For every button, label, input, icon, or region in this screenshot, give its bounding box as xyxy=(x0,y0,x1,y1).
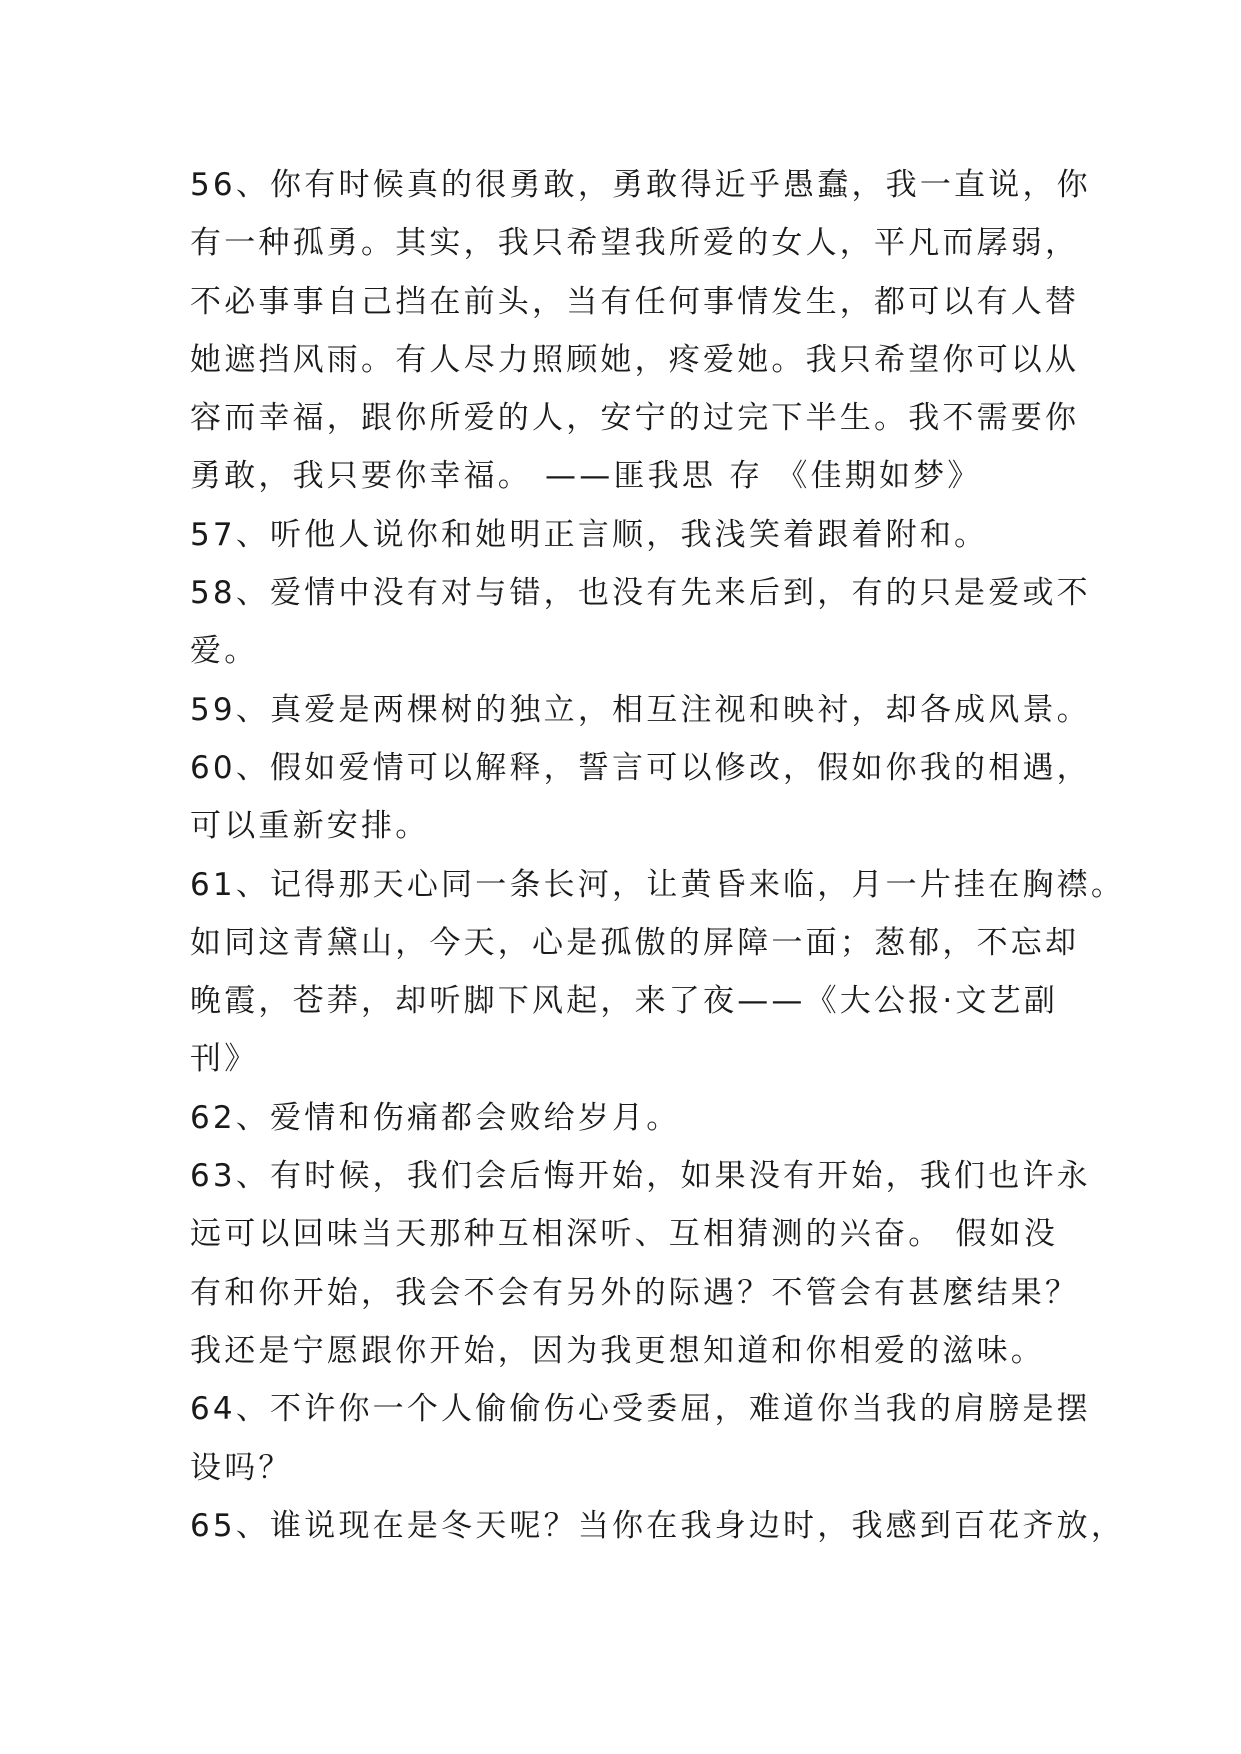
text-line: 58、爱情中没有对与错，也没有先来后到，有的只是爱或不 xyxy=(190,575,1091,612)
text-line: 62、爱情和伤痛都会败给岁月。 xyxy=(190,1099,681,1136)
text-line: 有和你开始，我会不会有另外的际遇？不管会有甚麼结果？ xyxy=(190,1274,1080,1311)
text-line: 容而幸福，跟你所爱的人，安宁的过完下半生。我不需要你 xyxy=(190,400,1080,437)
text-line: 60、假如爱情可以解释，誓言可以修改，假如你我的相遇， xyxy=(190,749,1091,786)
text-line: 可以重新安排。 xyxy=(190,808,430,845)
text-line: 65、谁说现在是冬天呢？当你在我身边时，我感到百花齐放， xyxy=(190,1507,1126,1544)
text-line: 远可以回味当天那种互相深听、互相猜测的兴奋。 假如没 xyxy=(190,1216,1059,1253)
text-line: 如同这青黛山，今天，心是孤傲的屏障一面；葱郁，不忘却 xyxy=(190,924,1080,961)
text-body xyxy=(190,156,1126,1555)
text-line: 刊》 xyxy=(190,1041,259,1078)
text-line: 勇敢，我只要你幸福。 ——匪我思 存 《佳期如梦》 xyxy=(190,458,982,495)
text-line: 59、真爱是两棵树的独立，相互注视和映衬，却各成风景。 xyxy=(190,691,1091,728)
text-line: 57、听他人说你和她明正言顺，我浅笑着跟着附和。 xyxy=(190,516,989,553)
text-line: 爱。 xyxy=(190,633,259,670)
text-line: 61、记得那天心同一条长河，让黄昏来临，月一片挂在胸襟。 xyxy=(190,866,1126,903)
text-line: 不必事事自己挡在前头，当有任何事情发生，都可以有人替 xyxy=(190,283,1080,320)
text-line: 设吗？ xyxy=(190,1449,293,1486)
text-line: 她遮挡风雨。有人尽力照顾她，疼爱她。我只希望你可以从 xyxy=(190,341,1080,378)
text-line: 64、不许你一个人偷偷伤心受委屈，难道你当我的肩膀是摆 xyxy=(190,1391,1091,1428)
text-line: 晚霞，苍莽，却听脚下风起，来了夜——《大公报·文艺副 xyxy=(190,983,1059,1020)
text-line: 我还是宁愿跟你开始，因为我更想知道和你相爱的滋味。 xyxy=(190,1332,1045,1369)
text-line: 有一种孤勇。其实，我只希望我所爱的女人，平凡而孱弱， xyxy=(190,225,1080,262)
text-line: 56、你有时候真的很勇敢，勇敢得近乎愚蠢，我一直说，你 xyxy=(190,167,1091,203)
text-line: 63、有时候，我们会后悔开始，如果没有开始，我们也许永 xyxy=(190,1158,1091,1195)
